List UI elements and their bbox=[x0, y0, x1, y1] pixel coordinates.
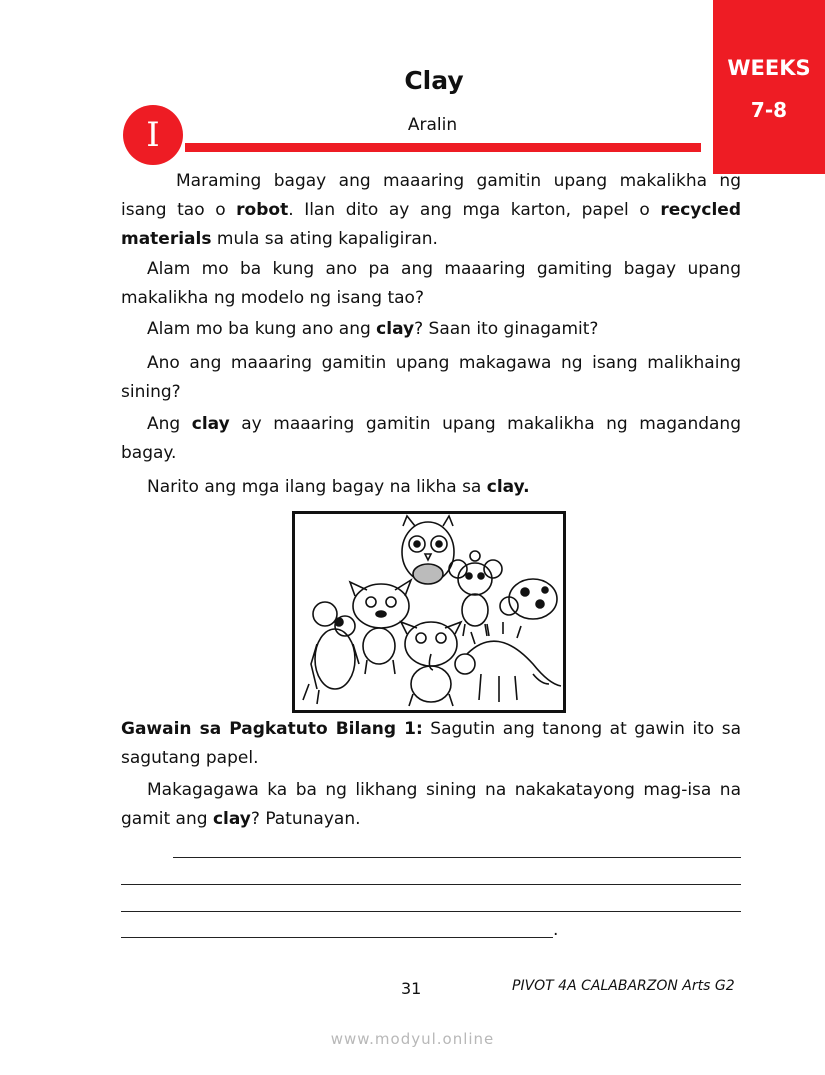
activity-label: Gawain sa Pagkatuto Bilang 1: bbox=[121, 719, 423, 739]
clay-figures-illustration bbox=[292, 511, 566, 713]
p1-bold-1: robot bbox=[236, 200, 289, 220]
paragraph-2 bbox=[121, 255, 741, 313]
activity-instruction-text: Sagutin ang tanong at gawin ito sa sagutang papel. bbox=[121, 719, 742, 768]
paragraph-3 bbox=[121, 315, 741, 344]
paragraph-1 bbox=[121, 167, 741, 254]
activity-instruction bbox=[121, 715, 741, 773]
answer-line-end: . bbox=[553, 920, 559, 940]
watermark: www.modyul.online bbox=[330, 1030, 495, 1048]
title-divider bbox=[185, 143, 701, 152]
p3-text-2: ? Saan ito ginagamit? bbox=[414, 319, 599, 339]
p6-text-1: Narito ang mga ilang bagay na likha sa bbox=[147, 477, 487, 497]
paragraph-6 bbox=[121, 473, 741, 502]
p5-text-2: ay maaaring gamitin upang makalikha ng magandang bagay. bbox=[121, 414, 741, 463]
question-text-1: Makagagawa ka ba ng likhang sining na nakakatayong mag-isa na gamit ang bbox=[121, 780, 741, 829]
answer-line-1[interactable] bbox=[173, 857, 741, 858]
page-subtitle: Aralin bbox=[407, 115, 458, 135]
p5-bold-1: clay bbox=[191, 414, 230, 434]
section-letter-badge: I bbox=[123, 105, 183, 165]
answer-line-2[interactable] bbox=[121, 884, 741, 885]
page-title: Clay bbox=[404, 66, 464, 95]
p1-text-3: mula sa ating kapaligiran. bbox=[211, 229, 438, 249]
p6-bold-1: clay. bbox=[486, 477, 530, 497]
owl-figure bbox=[402, 516, 454, 584]
p1-text-1: Maraming bagay ang maaaring gamitin upang makalikha ng isang tao o bbox=[121, 171, 741, 220]
paragraph-4 bbox=[121, 349, 741, 407]
p1-bold-2: recycled materials bbox=[121, 200, 741, 249]
dragon-figure bbox=[303, 602, 359, 704]
p4-text-1: Ano ang maaaring gamitin upang makagawa ng isang malikhaing sining? bbox=[121, 353, 741, 402]
p5-text-1: Ang bbox=[147, 414, 192, 434]
paragraph-5 bbox=[121, 410, 741, 468]
question-text-2: ? Patunayan. bbox=[250, 809, 361, 829]
p3-text-1: Alam mo ba kung ano ang bbox=[147, 319, 377, 339]
activity-question bbox=[121, 776, 741, 834]
ladybug-figure bbox=[500, 579, 557, 619]
p2-text-1: Alam mo ba kung ano pa ang maaaring gamiting bagay upang makalikha ng modelo ng isang tao? bbox=[121, 259, 741, 308]
footer-source: PIVOT 4A CALABARZON Arts G2 bbox=[512, 978, 735, 994]
clay-animals-drawing bbox=[295, 514, 563, 710]
answer-line-3[interactable] bbox=[121, 911, 741, 912]
dog-left-figure bbox=[350, 580, 411, 674]
weeks-label: WEEKS bbox=[727, 56, 811, 80]
page-number: 31 bbox=[401, 979, 422, 998]
dinosaur-figure bbox=[455, 622, 561, 702]
question-bold-1: clay bbox=[212, 809, 251, 829]
answer-line-4[interactable] bbox=[121, 937, 553, 938]
puppy-center-figure bbox=[401, 622, 461, 706]
p1-text-2: . Ilan dito ay ang mga karton, papel o bbox=[288, 200, 661, 220]
p3-bold-1: clay bbox=[376, 319, 415, 339]
weeks-range: 7-8 bbox=[750, 98, 788, 122]
